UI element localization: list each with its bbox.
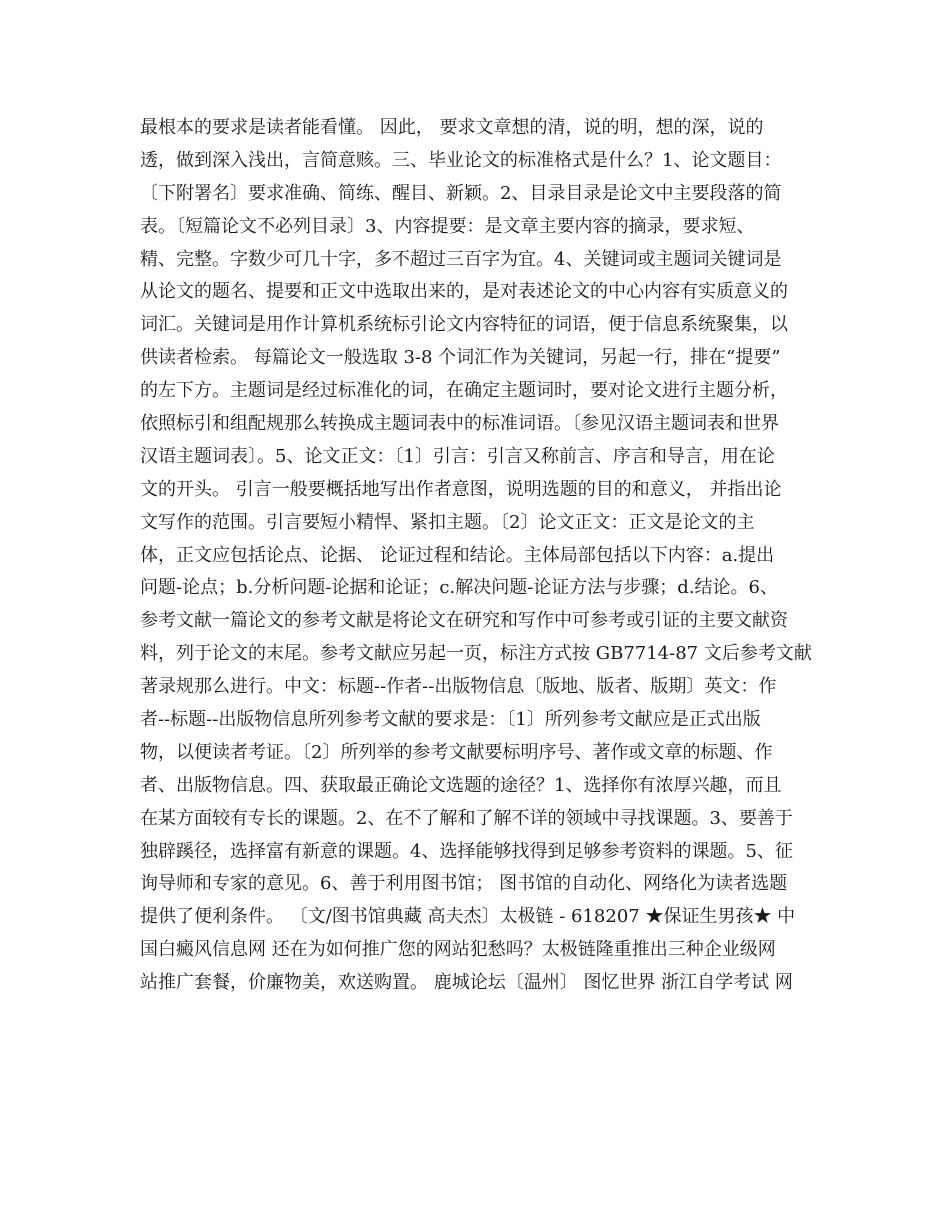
text-line: 表。〔短篇论文不必列目录〕3、内容提要：是文章主要内容的摘录，要求短、	[140, 215, 755, 237]
text-line: 汉语主题词表〕。5、论文正文：〔1〕引言：引言又称前言、序言和导言，用在论	[140, 445, 775, 467]
text-line: 供读者检索。 每篇论文一般选取 3-8 个词汇作为关键词，另起一行，排在“提要”	[140, 347, 781, 369]
text-line: 文写作的范围。引言要短小精悍、紧扣主题。〔2〕论文正文：正文是论文的主	[140, 511, 755, 533]
text-line: 者--标题--出版物信息所列参考文献的要求是：〔1〕所列参考文献应是正式出版	[140, 709, 761, 731]
text-line: 的左下方。主题词是经过标准化的词，在确定主题词时，要对论文进行主题分析，	[140, 380, 788, 402]
text-line: 在某方面较有专长的课题。2、在不了解和了解不详的领域中寻找课题。3、要善于	[140, 807, 793, 829]
text-line: 依照标引和组配规那么转换成主题词表中的标准词语。〔参见汉语主题词表和世界	[140, 413, 779, 435]
text-line: 参考文献一篇论文的参考文献是将论文在研究和写作中可参考或引证的主要文献资	[140, 610, 788, 632]
text-line: 国白癜风信息网 还在为如何推广您的网站犯愁吗？太极链隆重推出三种企业级网	[140, 939, 776, 961]
body-text	[140, 112, 812, 1000]
text-line: 文的开头。 引言一般要概括地写出作者意图，说明选题的目的和意义， 并指出论	[140, 478, 782, 500]
text-line: 精、完整。字数少可几十字，多不超过三百字为宜。4、关键词或主题词关键词是	[140, 248, 782, 270]
text-line: 独辟蹊径，选择富有新意的课题。4、选择能够找得到足够参考资料的课题。5、征	[140, 840, 793, 862]
text-line: 〔下附署名〕要求准确、简练、醒目、新颖。2、目录目录是论文中主要段落的简	[140, 182, 782, 204]
text-line: 体，正文应包括论点、论据、 论证过程和结论。主体局部包括以下内容：a.提出	[140, 544, 775, 566]
text-line: 询导师和专家的意见。6、善于利用图书馆； 图书馆的自动化、网络化为读者选题	[140, 873, 788, 895]
text-line: 物，以便读者考证。〔2〕所列举的参考文献要标明序号、著作或文章的标题、作	[140, 741, 773, 763]
text-line: 料，列于论文的末尾。参考文献应另起一页，标注方式按 GB7714-87 文后参考文献	[140, 643, 812, 665]
text-line: 站推广套餐，价廉物美，欢送购置。 鹿城论坛〔温州〕 图忆世界 浙江自学考试 网	[140, 972, 793, 994]
text-line: 从论文的题名、提要和正文中选取出来的，是对表述论文的中心内容有实质意义的	[140, 281, 788, 303]
text-line: 词汇。关键词是用作计算机系统标引论文内容特征的词语，便于信息系统聚集，以	[140, 314, 788, 336]
text-line: 透，做到深入浅出，言简意赅。三、毕业论文的标准格式是什么？1、论文题目：	[140, 149, 782, 171]
text-line: 提供了便利条件。 〔文/图书馆典藏 高夫杰〕太极链 - 618207 ★保证生男孩★ 中	[140, 906, 796, 928]
text-line: 最根本的要求是读者能看懂。 因此， 要求文章想的清，说的明，想的深，说的	[140, 117, 764, 138]
text-line: 著录规那么进行。中文：标题--作者--出版物信息〔版地、版者、版期〕英文：作	[140, 676, 777, 698]
text-line: 问题-论点；b.分析问题-论据和论证；c.解决问题-论证方法与步骤；d.结论。6、	[140, 577, 778, 599]
text-line: 者、出版物信息。四、获取最正确论文选题的途径？1、选择你有浓厚兴趣，而且	[140, 774, 782, 796]
